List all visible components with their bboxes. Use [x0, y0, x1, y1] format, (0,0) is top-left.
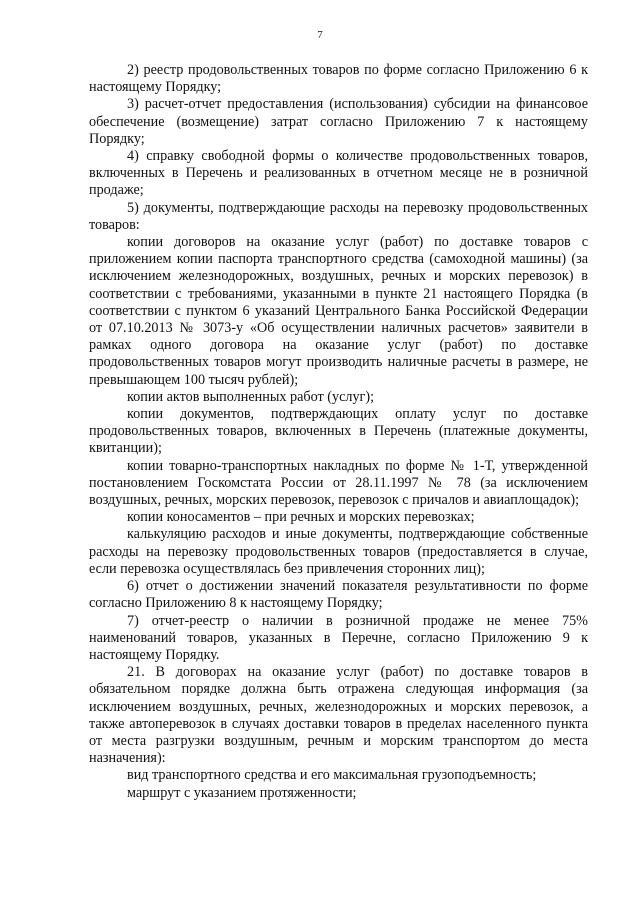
paragraph-vehicle-type: вид транспортного средства и его максимальная грузоподъемность;	[127, 767, 537, 784]
paragraph-item-2: 2) реестр продовольственных товаров по форме согласно Приложению 6 к настоящему Порядку;	[89, 62, 588, 96]
document-body	[89, 62, 588, 802]
paragraph-item-6: 6) отчет о достижении значений показателя результативности по форме согласно Приложению 8 к настоящему Порядку;	[89, 578, 588, 612]
paragraph-acts-copies: копии актов выполненных работ (услуг);	[127, 388, 375, 405]
paragraph-payment-documents: копии документов, подтверждающих оплату услуг по доставке продовольственных товаров, включенных в Перечень (платежные документы, квитанции);	[89, 406, 588, 457]
paragraph-item-5: 5) документы, подтверждающие расходы на перевозку продовольственных товаров:	[89, 199, 588, 233]
paragraph-cost-calculation: калькуляцию расходов и иные документы, подтверждающие собственные расходы на перевозку продовольственных товаров (предоставляется в случае, если перевозка осуществлялась без привлечения сторонних лиц);	[89, 526, 588, 577]
paragraph-route: маршрут с указанием протяженности;	[127, 784, 357, 801]
paragraph-section-21: 21. В договорах на оказание услуг (работ) по доставке товаров в обязательном порядке должна быть отражена следующая информация (за исключением воздушных, речных, железнодорожных и морских перевозок, а также автоперевозок в случаях доставки товаров в пределах населенного пункта от места разгрузки воздушным, речным и морским транспортом до места назначения):	[89, 664, 588, 767]
paragraph-waybills: копии товарно-транспортных накладных по форме № 1-Т, утвержденной постановлением Госкомстата России от 28.11.1997 № 78 (за исключением воздушных, речных, морских перевозок, перевозок с причалов и авиаплощадок);	[89, 457, 588, 509]
page-number: 7	[317, 29, 323, 41]
paragraph-contracts-copies: копии договоров на оказание услуг (работ) по доставке товаров с приложением копии паспорта транспортного средства (самоходной машины) (за исключением железнодорожных, воздушных, речных и морских перевозок) в соответствии с требованиями, указанными в пункте 21 настоящего Порядка (в соответствии с пунктом 6 указаний Центрального Банка Российской Федерации от 07.10.2013 № 3073-у «Об осуществлении наличных расчетов» заявители в рамках одного договора на оказание услуг (работ) по доставке продовольственных товаров могут производить наличные расчеты в размере, не превышающем 100 тысяч рублей);	[89, 234, 588, 388]
paragraph-item-7: 7) отчет-реестр о наличии в розничной продаже не менее 75% наименований товаров, указанных в Перечне, согласно Приложению 9 к настоящему Порядку.	[89, 612, 588, 663]
paragraph-item-4: 4) справку свободной формы о количестве продовольственных товаров, включенных в Перечень и реализованных в отчетном месяце не в розничной продаже;	[89, 148, 588, 199]
paragraph-item-3: 3) расчет-отчет предоставления (использования) субсидии на финансовое обеспечение (возмещение) затрат согласно Приложению 7 к настоящему Порядку;	[89, 96, 588, 147]
paragraph-bills-of-lading: копии коносаментов – при речных и морских перевозках;	[127, 509, 475, 526]
